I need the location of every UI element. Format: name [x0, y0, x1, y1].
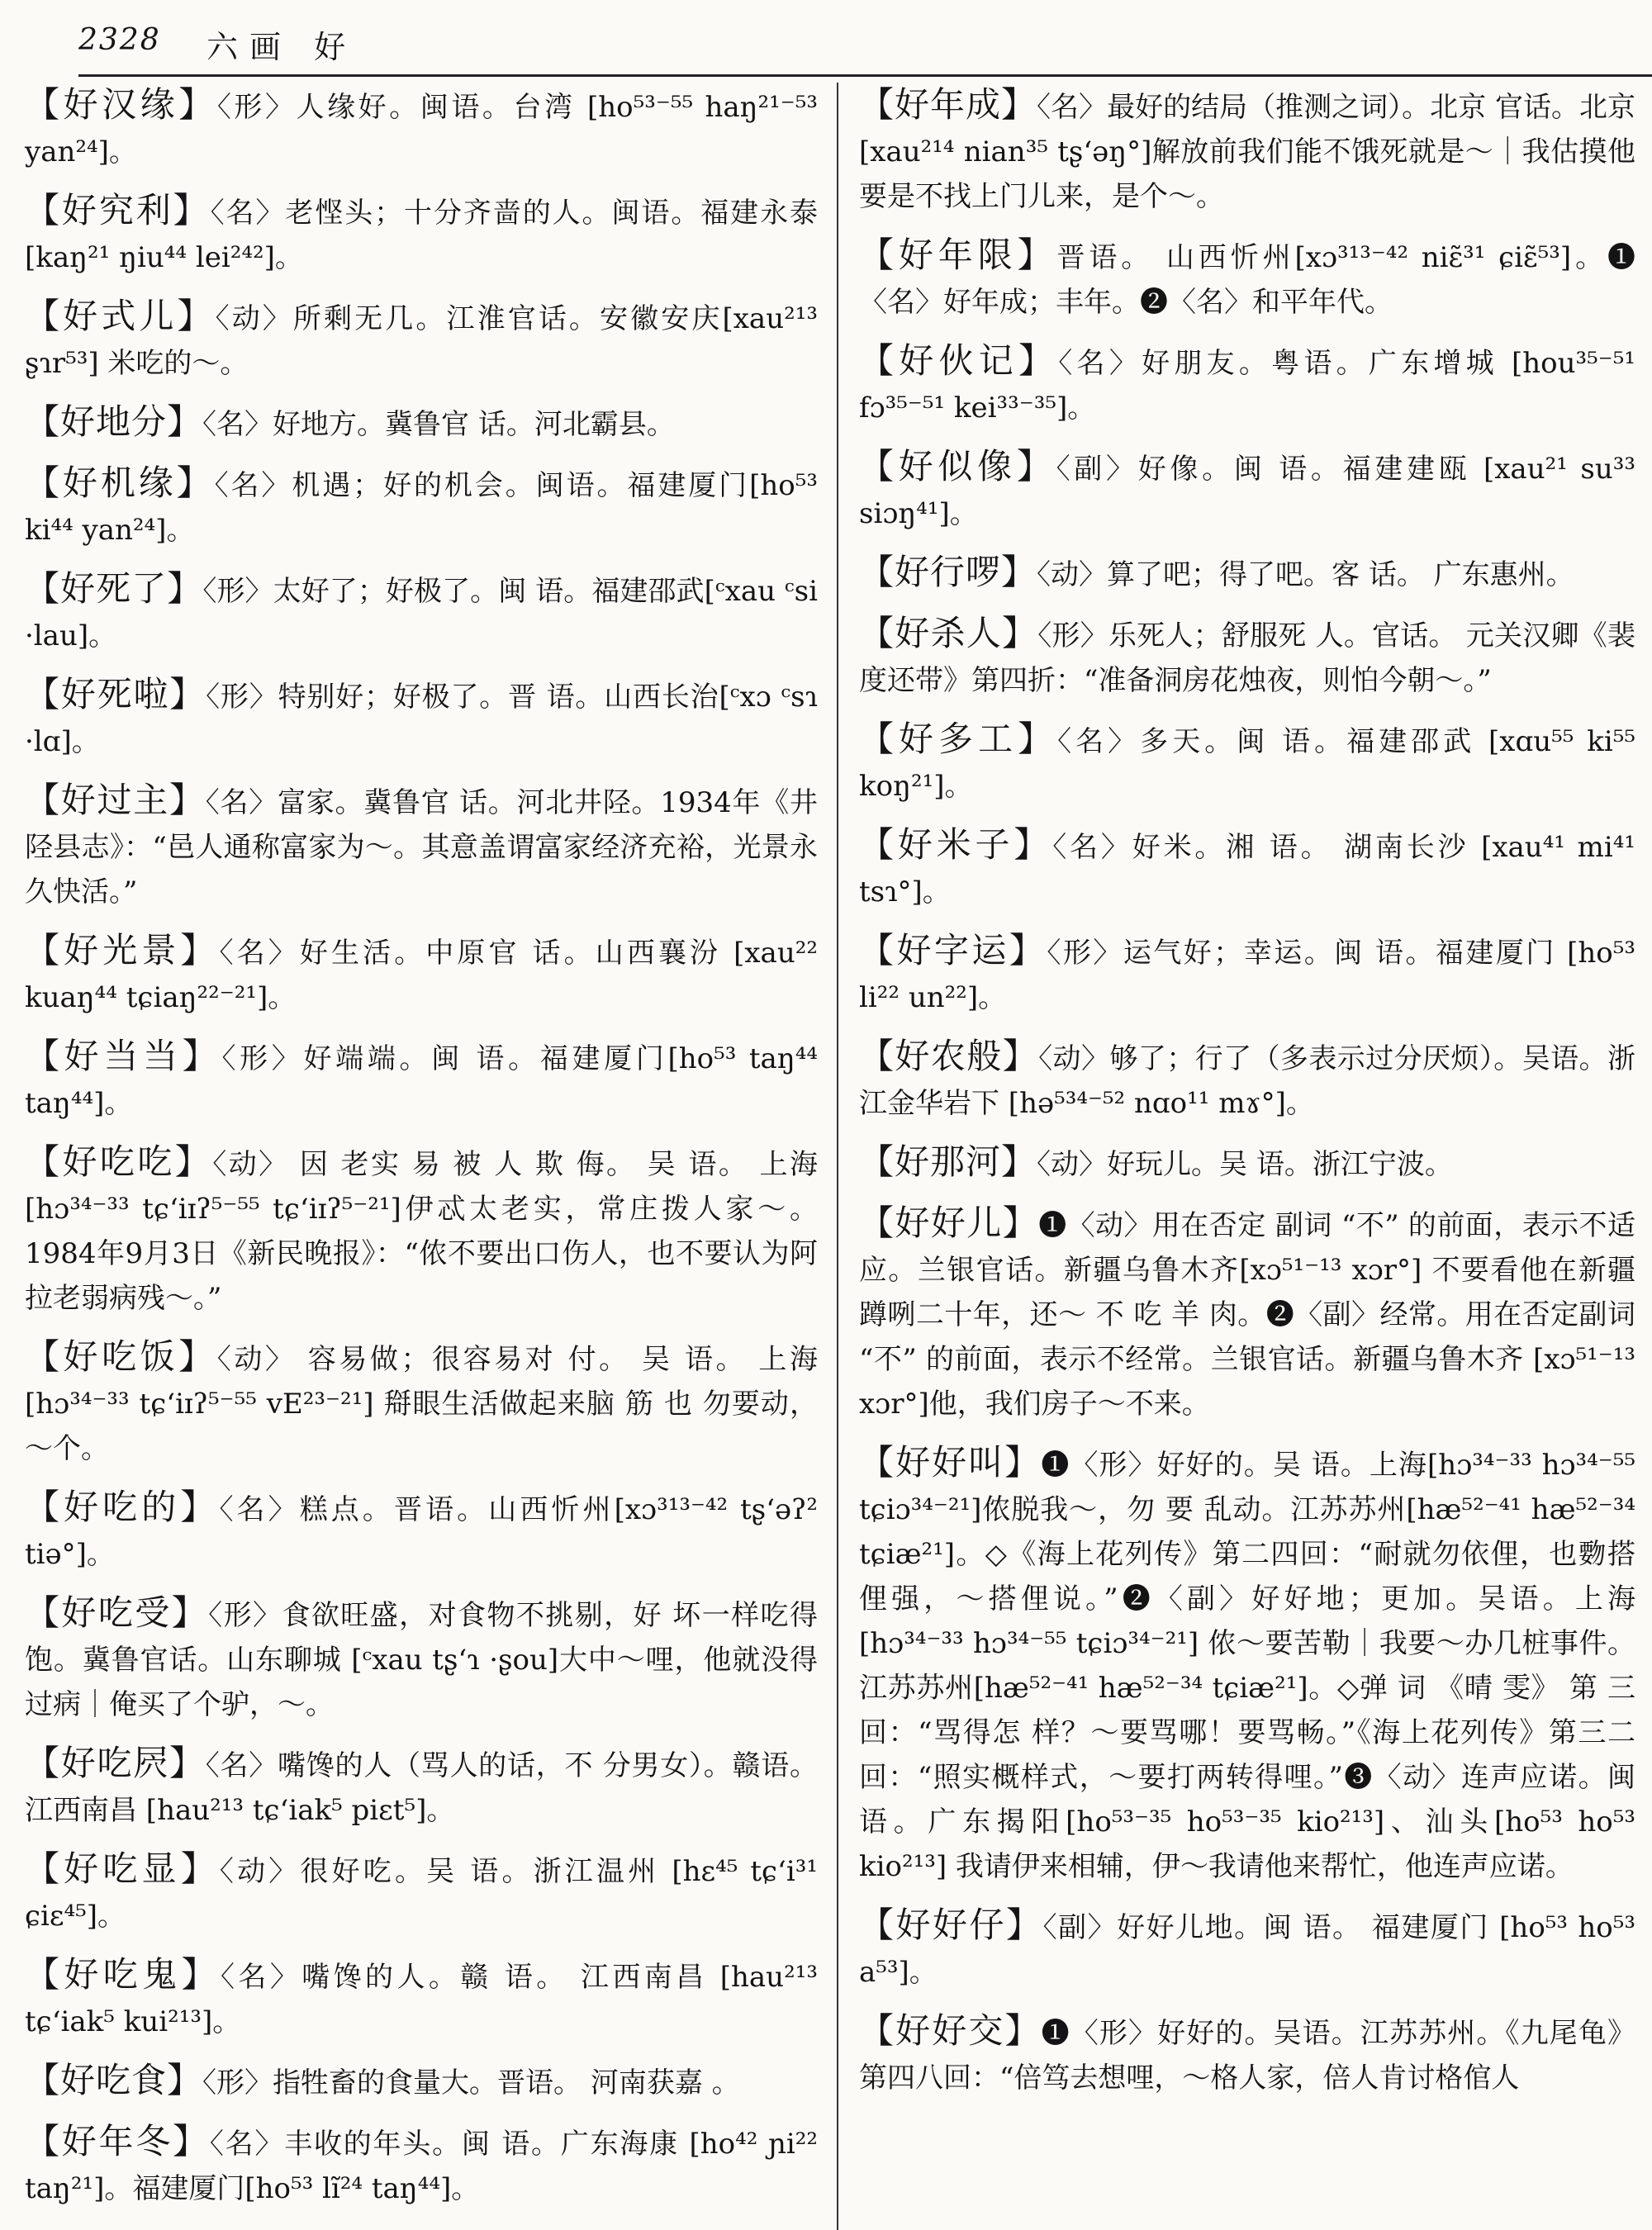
entry-definition: 〈名〉嘴馋的人（骂人的话，不 分男女）。赣语。江西南昌 [hau²¹³ tɕʻiak⁵ piɛt⁵]。 — [25, 1749, 818, 1827]
dictionary-entry — [859, 2009, 1635, 2100]
entry-headword: 【好好交】 — [859, 2010, 1042, 2051]
entry-definition: 〈名〉好生活。中原官 话。山西襄汾 [xau²² kuaŋ⁴⁴ tɕiaŋ²²⁻²¹]。 — [25, 937, 818, 1014]
entry-headword: 【好米子】 — [859, 824, 1053, 865]
entry-headword: 【好式儿】 — [25, 296, 216, 336]
entry-headword: 【好那河】 — [859, 1141, 1037, 1182]
entry-headword: 【好年成】 — [859, 84, 1037, 125]
entry-headword: 【好吃的】 — [25, 1487, 220, 1527]
entry-definition: 〈动〉很好吃。吴 语。浙江温州 [hɛ⁴⁵ tɕʻi³¹ ɕiɛ⁴⁵]。 — [25, 1855, 818, 1933]
dictionary-entry — [25, 1952, 818, 2044]
page-number: 2328 — [78, 23, 161, 57]
dictionary-entry — [25, 461, 818, 553]
entry-definition: 〈动〉算了吧；得了吧。客 话。 广东惠州。 — [1037, 558, 1574, 591]
dictionary-entry — [25, 2058, 818, 2105]
entry-headword: 【好好仔】 — [859, 1905, 1043, 1945]
dictionary-entry — [859, 83, 1635, 219]
entry-definition: 〈形〉人缘好。闽语。台湾 [ho⁵³⁻⁵⁵ haŋ²¹⁻⁵³ yan²⁴]。 — [25, 91, 818, 168]
entry-headword: 【好吃受】 — [25, 1592, 209, 1633]
entry-headword: 【好过主】 — [25, 780, 206, 820]
entry-definition: 〈动〉所剩无几。江淮官话。安徽安庆[xau²¹³ ʂɿr⁵³] 米吃的～。 — [25, 302, 818, 380]
entry-definition: 〈形〉特别好；好极了。晋 语。山西长治[ᶜxɔ ᶜsɿ ·lɑ]。 — [25, 681, 818, 758]
entry-definition: 〈名〉糕点。晋语。山西忻州[xɔ³¹³⁻⁴² tʂʻəʔ² tiə°]。 — [25, 1493, 818, 1571]
dictionary-entry — [25, 1140, 818, 1321]
dictionary-entry — [25, 83, 818, 174]
header-rule — [78, 74, 1652, 77]
entry-definition: ❶〈形〉好好的。吴 语。上海[hɔ³⁴⁻³³ hɔ³⁴⁻⁵⁵ tɕiɔ³⁴⁻²¹]侬脱我～，勿 要 乱动。江苏苏州[hæ⁵²⁻⁴¹ hæ⁵²⁻³⁴ tɕiæ²¹]。◇《海上花列传》第二四回：“耐就勿依俚，也覅搭俚强，～搭俚说。”❷〈副〉好好地；更加。吴语。上海 [hɔ³⁴⁻³³ hɔ³⁴⁻⁵⁵ tɕiɔ³⁴⁻²¹] 侬～要苦勒｜我要～办几桩事件。江苏苏州[hæ⁵²⁻⁴¹ hæ⁵²⁻³⁴ tɕiæ²¹]。◇弹 词 《晴 雯》 第 三 回：“骂得怎 样？～要骂哪！要骂畅。”《海上花列传》第三二回：“照实概样式，～要打两转得哩。”❸〈动〉连声应诺。闽语。广东揭阳[ho⁵³⁻³⁵ ho⁵³⁻³⁵ kio²¹³]、汕头[ho⁵³ ho⁵³ kio²¹³] 我请伊来相辅，伊～我请他来帮忙，他连声应诺。 — [859, 1449, 1635, 1883]
dictionary-entry — [859, 1201, 1635, 1426]
entry-headword: 【好光景】 — [25, 930, 220, 970]
dictionary-entry — [25, 1034, 818, 1126]
entry-headword: 【好杀人】 — [859, 613, 1038, 653]
entry-headword: 【好伙记】 — [859, 340, 1059, 381]
entry-headword: 【好年冬】 — [25, 2121, 210, 2161]
entry-headword: 【好当当】 — [25, 1036, 222, 1076]
entry-definition: 〈动〉够了；行了（多表示过分厌烦）。吴语。浙江金华岩下 [hə⁵³⁴⁻⁵² nɑo¹¹ mɤ°]。 — [859, 1042, 1635, 1120]
entry-headword: 【好农般】 — [859, 1036, 1039, 1076]
dictionary-entry — [859, 1140, 1635, 1187]
entry-definition: 〈名〉嘴馋的人。赣 语。 江西南昌 [hau²¹³ tɕʻiak⁵ kui²¹³]。 — [25, 1961, 818, 2038]
entry-definition: 〈名〉老悭头；十分齐啬的人。闽语。福建永泰 [kaŋ²¹ ŋiu⁴⁴ lei²⁴²]。 — [25, 197, 818, 274]
entry-definition: 〈动〉 容易做；很容易对 付。 吴 语。 上海 [hɔ³⁴⁻³³ tɕʻiɪʔ⁵⁻⁵⁵ vE²³⁻²¹] 搿眼生活做起来脑 筋 也 勿要动，～个。 — [25, 1343, 818, 1465]
entry-headword: 【好吃吃】 — [25, 1141, 213, 1182]
right-column — [859, 83, 1635, 2114]
entry-definition: 〈名〉好地方。冀鲁官 话。河北霸县。 — [202, 408, 675, 441]
entry-headword: 【好地分】 — [25, 401, 203, 442]
entry-headword: 【好吃食】 — [25, 2060, 203, 2100]
dictionary-entry — [859, 233, 1635, 325]
dictionary-entry — [25, 778, 818, 914]
dictionary-entry — [859, 611, 1635, 703]
entry-definition: 〈形〉指牲畜的食量大。晋语。 河南获嘉 。 — [202, 2066, 740, 2100]
entry-headword: 【好多工】 — [859, 719, 1058, 759]
entry-headword: 【好吃饭】 — [25, 1336, 217, 1377]
entry-definition: 〈名〉机遇；好的机会。闽语。福建厦门[ho⁵³ ki⁴⁴ yan²⁴]。 — [25, 469, 818, 547]
entry-headword: 【好年限】 — [859, 235, 1057, 275]
dictionary-entry — [25, 1485, 818, 1577]
entry-headword: 【好机缘】 — [25, 463, 215, 503]
entry-definition: 〈名〉好朋友。粤语。广东增城 [hou³⁵⁻⁵¹ fɔ³⁵⁻⁵¹ kei³³⁻³⁵]。 — [859, 347, 1635, 425]
entry-headword: 【好死了】 — [25, 568, 203, 609]
entry-definition: 〈名〉好米。湘 语。 湖南长沙 [xau⁴¹ mi⁴¹ tsɿ°]。 — [859, 831, 1635, 909]
entry-headword: 【好行啰】 — [859, 552, 1037, 592]
entry-headword: 【好好叫】 — [859, 1442, 1042, 1483]
entry-headword: 【好字运】 — [859, 930, 1047, 970]
dictionary-entry — [25, 294, 818, 386]
dictionary-entry — [859, 928, 1635, 1020]
entry-headword: 【好吃屄】 — [25, 1743, 206, 1783]
entry-definition: 〈形〉乐死人；舒服死 人。官话。 元关汉卿《裴度还带》第四折：“准备洞房花烛夜，则怕今朝～。” — [859, 619, 1635, 697]
dictionary-entry — [25, 928, 818, 1020]
entry-headword: 【好汉缘】 — [25, 84, 217, 125]
entry-headword: 【好究利】 — [25, 190, 211, 230]
dictionary-entry — [25, 1741, 818, 1833]
entry-definition: ❶〈动〉用在否定 副词 “不” 的前面，表示不适应。兰银官话。新疆乌鲁木齐[xɔ⁵¹⁻¹³ xɔr°] 不要看他在新疆蹲咧二十年，还～ 不 吃 羊 肉。❷〈副〉经常。用在否定副词 “不” 的前面，表示不经常。兰银官话。新疆乌鲁木齐 [xɔ⁵¹⁻¹³ xɔr°]他，我们房子～不来。 — [859, 1209, 1635, 1421]
left-column — [25, 83, 818, 2225]
page-header — [45, 18, 1631, 68]
entry-definition: 〈动〉好玩儿。吴 语。浙江宁波。 — [1037, 1148, 1453, 1181]
dictionary-entry — [25, 400, 818, 447]
entry-definition: 〈形〉食欲旺盛，对食物不挑剔，好 坏一样吃得饱。冀鲁官话。山东聊城 [ᶜxau tʂʻɿ ·ʂou]大中～哩，他就没得过病｜俺买了个驴，～。 — [25, 1599, 818, 1721]
dictionary-entry — [859, 1440, 1635, 1889]
dictionary-entry — [25, 188, 818, 280]
dictionary-entry — [859, 823, 1635, 914]
entry-definition: 〈形〉太好了；好极了。闽 语。福建邵武[ᶜxau ᶜsi ·lau]。 — [25, 575, 818, 652]
dictionary-entry — [25, 1335, 818, 1471]
entry-definition: 〈名〉最好的结局（推测之词）。北京 官话。北京 [xau²¹⁴ nian³⁵ tʂʻəŋ°]解放前我们能不饿死就是～｜我估摸他要是不找上门儿来，是个～。 — [859, 91, 1635, 213]
dictionary-entry — [859, 717, 1635, 809]
page-section-title: 六画 好 — [206, 29, 358, 65]
entry-definition: 〈名〉多天。闽 语。福建邵武 [xɑu⁵⁵ ki⁵⁵ koŋ²¹]。 — [859, 725, 1635, 803]
entry-definition: 〈副〉好像。闽 语。福建建瓯 [xau²¹ su³³ siɔŋ⁴¹]。 — [859, 453, 1635, 530]
entry-headword: 【好吃鬼】 — [25, 1954, 221, 1995]
entry-headword: 【好吃显】 — [25, 1848, 220, 1889]
entry-definition: 〈动〉 因 老实 易 被 人 欺 侮。 吴 语。 上海 [hɔ³⁴⁻³³ tɕʻiɪʔ⁵⁻⁵⁵ tɕʻiɪʔ⁵⁻²¹]伊忒太老实，常庄拨人家～。1984年9月3日《新民晚报》：“侬不要出口伤人，也不要认为阿拉老弱病残～。” — [25, 1148, 818, 1315]
entry-headword: 【好似像】 — [859, 446, 1056, 486]
dictionary-entry — [859, 550, 1635, 597]
entry-definition: 〈名〉富家。冀鲁官 话。河北井陉。1934年《井陉县志》：“邑人通称富家为～。其意盖谓富家经济充裕，光景永久快活。” — [25, 786, 818, 909]
dictionary-entry — [25, 1591, 818, 1727]
dictionary-entry — [859, 444, 1635, 536]
entry-definition: 〈形〉运气好；幸运。闽 语。福建厦门 [ho⁵³ li²² un²²]。 — [859, 937, 1635, 1014]
entry-definition: 〈形〉好端端。闽 语。福建厦门[ho⁵³ taŋ⁴⁴ taŋ⁴⁴]。 — [25, 1042, 818, 1120]
dictionary-entry — [25, 672, 818, 764]
dictionary-entry — [25, 2119, 818, 2211]
column-divider — [837, 83, 838, 2230]
dictionary-entry — [859, 1034, 1635, 1126]
entry-definition: 晋语。 山西忻州[xɔ³¹³⁻⁴² niɛ̃³¹ ɕiɛ̃⁵³]。❶〈名〉好年成；丰年。❷〈名〉和平年代。 — [859, 241, 1635, 319]
dictionary-entry — [25, 567, 818, 658]
dictionary-entry — [859, 1903, 1635, 1995]
entry-definition: ❶〈形〉好好的。吴语。江苏苏州。《九尾龟》第四八回：“倍笃去想哩，～格人家，倍人肯讨格倌人 — [859, 2017, 1635, 2095]
dictionary-entry — [859, 339, 1635, 430]
entry-definition: 〈副〉好好儿地。闽 语。 福建厦门 [ho⁵³ ho⁵³ a⁵³]。 — [859, 1911, 1635, 1989]
entry-headword: 【好好儿】 — [859, 1203, 1039, 1243]
entry-headword: 【好死啦】 — [25, 674, 206, 714]
entry-definition: 〈名〉丰收的年头。闽 语。广东海康 [ho⁴² ɲi²² taŋ²¹]。福建厦门[ho⁵³ lĩ²⁴ taŋ⁴⁴]。 — [25, 2128, 818, 2205]
dictionary-entry — [25, 1847, 818, 1938]
